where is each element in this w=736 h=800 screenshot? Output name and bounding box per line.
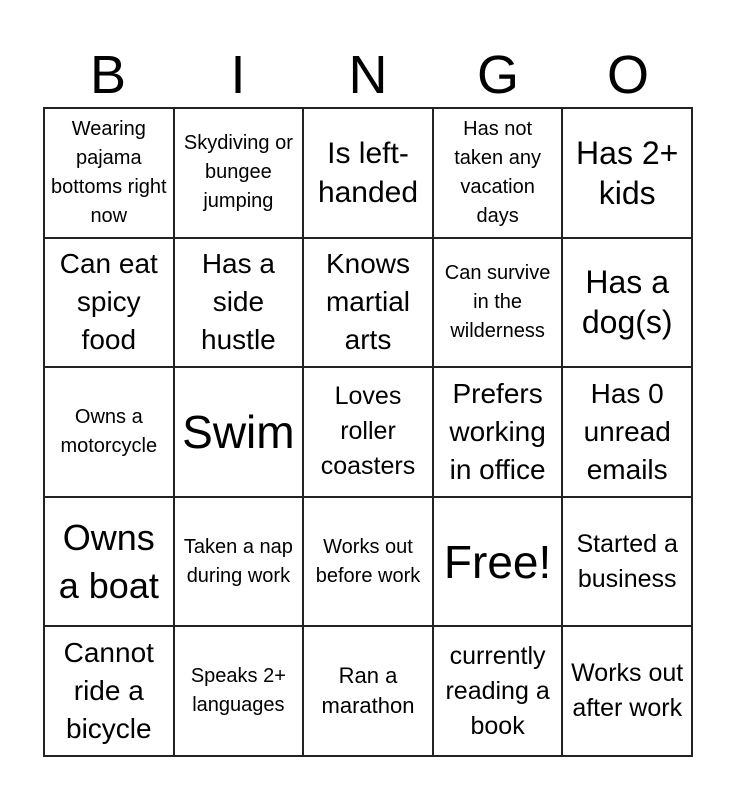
bingo-cell[interactable] xyxy=(303,108,433,238)
bingo-cell-text: Taken a nap during work xyxy=(183,535,293,587)
bingo-cell[interactable] xyxy=(562,367,692,497)
bingo-cell[interactable] xyxy=(433,626,563,756)
bingo-cell-text: Wearing pajama bottoms right now xyxy=(50,117,167,227)
bingo-cell[interactable] xyxy=(562,626,692,756)
bingo-cell-text: Has not taken any vacation days xyxy=(454,117,541,227)
bingo-cell-text: Can survive in the wilderness xyxy=(444,261,551,342)
bingo-cell[interactable] xyxy=(44,626,174,756)
bingo-cell-text: Prefers working in office xyxy=(449,377,546,485)
bingo-cell[interactable] xyxy=(44,108,174,238)
bingo-cell-text: Owns a motorcycle xyxy=(60,405,158,457)
bingo-cell[interactable] xyxy=(174,497,304,627)
bingo-cell-text: Started a business xyxy=(576,529,678,593)
bingo-cell-text: Can eat spicy food xyxy=(59,248,158,356)
bingo-cell[interactable] xyxy=(433,367,563,497)
bingo-cell[interactable] xyxy=(174,626,304,756)
bingo-cell-text: Has 0 unread emails xyxy=(583,377,671,485)
bingo-cell[interactable] xyxy=(433,108,563,238)
bingo-cell[interactable] xyxy=(44,497,174,627)
bingo-cell-text: Skydiving or bungee jumping xyxy=(183,132,293,213)
header-letter-n: N xyxy=(348,45,388,105)
bingo-cell-text: Has 2+ kids xyxy=(576,134,679,211)
bingo-cell[interactable] xyxy=(562,108,692,238)
bingo-cell-text: Has a dog(s) xyxy=(581,264,673,341)
bingo-cell[interactable] xyxy=(433,497,563,627)
bingo-cell-text: currently reading a book xyxy=(445,641,550,740)
header-letter-o: O xyxy=(606,45,649,105)
bingo-cell[interactable] xyxy=(44,367,174,497)
bingo-cell-text: Is left-handed xyxy=(317,136,419,209)
bingo-cell-text: Speaks 2+ languages xyxy=(190,665,286,717)
bingo-cell[interactable] xyxy=(562,238,692,368)
bingo-cell[interactable] xyxy=(303,497,433,627)
bingo-cell-text free-space: Free! xyxy=(443,535,552,588)
bingo-cell-text: Ran a marathon xyxy=(321,663,415,719)
bingo-header xyxy=(43,44,693,106)
bingo-cell-text: Works out after work xyxy=(571,659,684,723)
bingo-cell-text: Owns a boat xyxy=(58,516,159,606)
header-letter-i: I xyxy=(230,45,246,105)
bingo-cell-text: Works out before work xyxy=(315,535,421,587)
bingo-cell-text: Knows martial arts xyxy=(325,248,411,356)
bingo-cell[interactable] xyxy=(562,497,692,627)
bingo-cell[interactable] xyxy=(174,108,304,238)
bingo-cell[interactable] xyxy=(303,367,433,497)
header-letter-b: B xyxy=(89,45,127,105)
bingo-cell-text: Loves roller coasters xyxy=(320,382,416,481)
bingo-cell[interactable] xyxy=(303,238,433,368)
bingo-cell[interactable] xyxy=(44,238,174,368)
bingo-cell[interactable] xyxy=(433,238,563,368)
bingo-grid xyxy=(43,107,693,757)
header-letter-g: G xyxy=(476,45,519,105)
bingo-cell[interactable] xyxy=(174,238,304,368)
bingo-cell-text: Swim xyxy=(182,405,295,458)
bingo-cell[interactable] xyxy=(174,367,304,497)
bingo-cell-text: Cannot ride a bicycle xyxy=(63,637,154,745)
bingo-cell-text: Has a side hustle xyxy=(201,248,276,356)
bingo-cell[interactable] xyxy=(303,626,433,756)
